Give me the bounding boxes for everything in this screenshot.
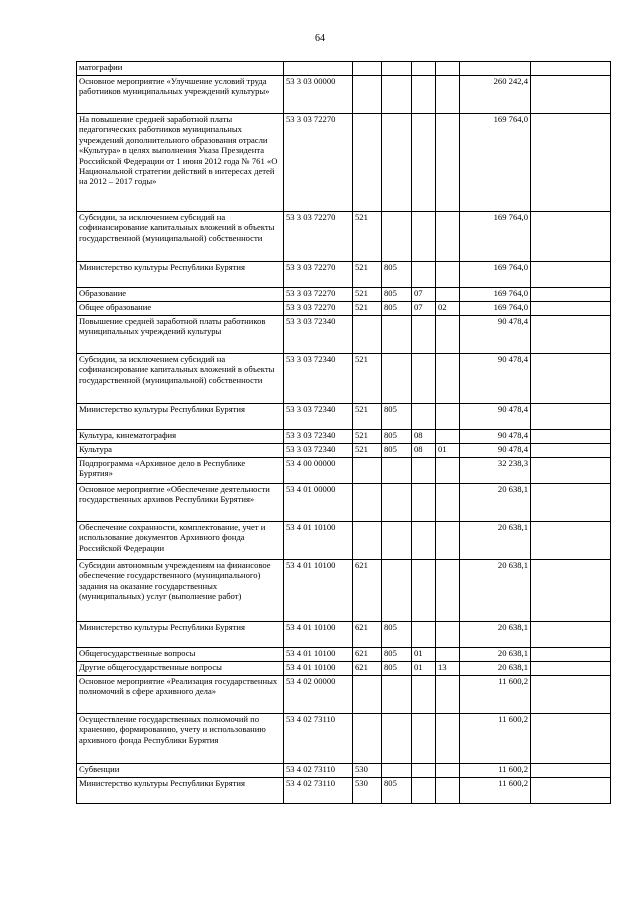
- section-cell: [412, 484, 436, 522]
- empty-cell: [531, 354, 611, 404]
- ministry-code-cell: [382, 764, 412, 778]
- item-name-cell: Осуществление государственных полномочий по хранению, формированию, учету и использованию архивного фонда Республики Бурятия: [77, 714, 284, 764]
- target-code-cell: 53 4 01 10100: [284, 648, 353, 662]
- ministry-code-cell: [382, 676, 412, 714]
- expense-type-cell: [353, 676, 382, 714]
- expense-type-cell: 521: [353, 354, 382, 404]
- table-row: [77, 764, 611, 778]
- ministry-code-cell: [382, 212, 412, 262]
- ministry-code-cell: 805: [382, 302, 412, 316]
- table-row: [77, 648, 611, 662]
- amount-cell: 20 638,1: [460, 484, 531, 522]
- ministry-code-cell: [382, 484, 412, 522]
- section-cell: [412, 676, 436, 714]
- empty-cell: [531, 560, 611, 622]
- target-code-cell: 53 4 02 73110: [284, 764, 353, 778]
- amount-cell: 11 600,2: [460, 764, 531, 778]
- target-code-cell: 53 4 01 00000: [284, 484, 353, 522]
- section-cell: [412, 212, 436, 262]
- ministry-code-cell: [382, 62, 412, 76]
- table-row: [77, 622, 611, 648]
- item-name-cell: Подпрограмма «Архивное дело в Республике Бурятия»: [77, 458, 284, 484]
- ministry-code-cell: [382, 114, 412, 212]
- subsection-cell: [436, 648, 460, 662]
- expense-type-cell: 521: [353, 288, 382, 302]
- amount-cell: 169 764,0: [460, 114, 531, 212]
- subsection-cell: [436, 354, 460, 404]
- subsection-cell: [436, 114, 460, 212]
- expense-type-cell: [353, 484, 382, 522]
- section-cell: [412, 262, 436, 288]
- subsection-cell: [436, 560, 460, 622]
- empty-cell: [531, 648, 611, 662]
- item-name-cell: Обеспечение сохранности, комплектование, учет и использование документов Архивного фонда Российской Федерации: [77, 522, 284, 560]
- target-code-cell: 53 4 01 10100: [284, 522, 353, 560]
- empty-cell: [531, 76, 611, 114]
- target-code-cell: 53 4 01 10100: [284, 560, 353, 622]
- ministry-code-cell: 805: [382, 404, 412, 430]
- section-cell: [412, 764, 436, 778]
- target-code-cell: 53 4 02 73110: [284, 714, 353, 764]
- amount-cell: 20 638,1: [460, 522, 531, 560]
- amount-cell: 260 242,4: [460, 76, 531, 114]
- expense-type-cell: 621: [353, 648, 382, 662]
- target-code-cell: 53 3 03 72340: [284, 404, 353, 430]
- section-cell: 08: [412, 444, 436, 458]
- section-cell: [412, 778, 436, 804]
- amount-cell: 20 638,1: [460, 560, 531, 622]
- table-row: [77, 778, 611, 804]
- table-row: [77, 662, 611, 676]
- item-name-cell: На повышение средней заработной платы педагогических работников муниципальных учреждений дополнительного образования отрасли «Культура» в целях выполнения Указа Президента Российской Федерации от 1 июня 2012 года № 761 «О Национальной стратегии действий в интересах детей на 2012 – 2017 годы»: [77, 114, 284, 212]
- amount-cell: 11 600,2: [460, 676, 531, 714]
- empty-cell: [531, 778, 611, 804]
- section-cell: 07: [412, 288, 436, 302]
- item-name-cell: Субсидии, за исключением субсидий на софинансирование капитальных вложений в объекты государственной (муниципальной) собственности: [77, 212, 284, 262]
- expense-type-cell: 621: [353, 560, 382, 622]
- expense-type-cell: 530: [353, 764, 382, 778]
- empty-cell: [531, 676, 611, 714]
- target-code-cell: 53 4 01 10100: [284, 662, 353, 676]
- item-name-cell: Основное мероприятие «Обеспечение деятельности государственных архивов Республики Бурятия»: [77, 484, 284, 522]
- item-name-cell: Повышение средней заработной платы работников муниципальных учреждений культуры: [77, 316, 284, 354]
- empty-cell: [531, 444, 611, 458]
- expense-type-cell: 521: [353, 212, 382, 262]
- ministry-code-cell: 805: [382, 778, 412, 804]
- empty-cell: [531, 714, 611, 764]
- subsection-cell: [436, 76, 460, 114]
- ministry-code-cell: 805: [382, 662, 412, 676]
- item-name-cell: Общее образование: [77, 302, 284, 316]
- target-code-cell: 53 3 03 72340: [284, 354, 353, 404]
- empty-cell: [531, 484, 611, 522]
- section-cell: [412, 114, 436, 212]
- amount-cell: 169 764,0: [460, 262, 531, 288]
- target-code-cell: 53 4 00 00000: [284, 458, 353, 484]
- table-row: [77, 354, 611, 404]
- subsection-cell: 01: [436, 444, 460, 458]
- table-row: [77, 560, 611, 622]
- subsection-cell: [436, 458, 460, 484]
- item-name-cell: Культура: [77, 444, 284, 458]
- subsection-cell: [436, 430, 460, 444]
- ministry-code-cell: 805: [382, 430, 412, 444]
- expense-type-cell: 530: [353, 778, 382, 804]
- empty-cell: [531, 430, 611, 444]
- budget-table: [76, 61, 611, 804]
- target-code-cell: 53 3 03 72270: [284, 302, 353, 316]
- ministry-code-cell: [382, 522, 412, 560]
- item-name-cell: Субсидии автономным учреждениям на финансовое обеспечение государственного (муниципального) задания на оказание государственных (муниципальных) услуг (выполнение работ): [77, 560, 284, 622]
- empty-cell: [531, 458, 611, 484]
- ministry-code-cell: 805: [382, 444, 412, 458]
- table-row: [77, 430, 611, 444]
- target-code-cell: 53 4 02 73110: [284, 778, 353, 804]
- target-code-cell: 53 3 03 72340: [284, 316, 353, 354]
- item-name-cell: Министерство культуры Республики Бурятия: [77, 622, 284, 648]
- section-cell: [412, 714, 436, 764]
- item-name-cell: Субсидии, за исключением субсидий на софинансирование капитальных вложений в объекты государственной (муниципальной) собственности: [77, 354, 284, 404]
- amount-cell: 90 478,4: [460, 444, 531, 458]
- empty-cell: [531, 522, 611, 560]
- subsection-cell: [436, 316, 460, 354]
- table-row: [77, 288, 611, 302]
- amount-cell: 90 478,4: [460, 354, 531, 404]
- empty-cell: [531, 262, 611, 288]
- item-name-cell: Общегосударственные вопросы: [77, 648, 284, 662]
- section-cell: 01: [412, 662, 436, 676]
- subsection-cell: [436, 764, 460, 778]
- subsection-cell: [436, 404, 460, 430]
- table-row: [77, 212, 611, 262]
- item-name-cell: Основное мероприятие «Улучшение условий труда работников муниципальных учреждений культуры»: [77, 76, 284, 114]
- expense-type-cell: 521: [353, 444, 382, 458]
- table-row: [77, 262, 611, 288]
- ministry-code-cell: [382, 76, 412, 114]
- target-code-cell: 53 4 02 00000: [284, 676, 353, 714]
- amount-cell: 90 478,4: [460, 404, 531, 430]
- table-row: [77, 484, 611, 522]
- amount-cell: [460, 62, 531, 76]
- expense-type-cell: [353, 458, 382, 484]
- ministry-code-cell: [382, 458, 412, 484]
- expense-type-cell: 521: [353, 430, 382, 444]
- ministry-code-cell: 805: [382, 288, 412, 302]
- target-code-cell: 53 3 03 72270: [284, 114, 353, 212]
- section-cell: [412, 316, 436, 354]
- ministry-code-cell: 805: [382, 262, 412, 288]
- expense-type-cell: [353, 522, 382, 560]
- empty-cell: [531, 404, 611, 430]
- ministry-code-cell: 805: [382, 648, 412, 662]
- subsection-cell: [436, 212, 460, 262]
- table-row: [77, 458, 611, 484]
- expense-type-cell: 521: [353, 302, 382, 316]
- section-cell: [412, 458, 436, 484]
- table-row: [77, 714, 611, 764]
- item-name-cell: Министерство культуры Республики Бурятия: [77, 404, 284, 430]
- item-name-cell: матографии: [77, 62, 284, 76]
- page-number: 64: [315, 33, 325, 44]
- empty-cell: [531, 212, 611, 262]
- ministry-code-cell: 805: [382, 622, 412, 648]
- amount-cell: 169 764,0: [460, 212, 531, 262]
- item-name-cell: Культура, кинематография: [77, 430, 284, 444]
- ministry-code-cell: [382, 354, 412, 404]
- section-cell: 08: [412, 430, 436, 444]
- section-cell: [412, 354, 436, 404]
- subsection-cell: 02: [436, 302, 460, 316]
- subsection-cell: [436, 522, 460, 560]
- expense-type-cell: 621: [353, 622, 382, 648]
- amount-cell: 169 764,0: [460, 288, 531, 302]
- subsection-cell: [436, 622, 460, 648]
- subsection-cell: [436, 778, 460, 804]
- empty-cell: [531, 764, 611, 778]
- table-row: [77, 62, 611, 76]
- target-code-cell: 53 3 03 72270: [284, 212, 353, 262]
- ministry-code-cell: [382, 316, 412, 354]
- expense-type-cell: [353, 114, 382, 212]
- table-row: [77, 114, 611, 212]
- target-code-cell: [284, 62, 353, 76]
- amount-cell: 32 238,3: [460, 458, 531, 484]
- expense-type-cell: 521: [353, 262, 382, 288]
- section-cell: [412, 622, 436, 648]
- item-name-cell: Образование: [77, 288, 284, 302]
- item-name-cell: Министерство культуры Республики Бурятия: [77, 778, 284, 804]
- subsection-cell: [436, 262, 460, 288]
- amount-cell: 90 478,4: [460, 430, 531, 444]
- amount-cell: 169 764,0: [460, 302, 531, 316]
- target-code-cell: 53 3 03 72340: [284, 430, 353, 444]
- amount-cell: 20 638,1: [460, 648, 531, 662]
- target-code-cell: 53 3 03 72340: [284, 444, 353, 458]
- item-name-cell: Основное мероприятие «Реализация государственных полномочий в сфере архивного дела»: [77, 676, 284, 714]
- subsection-cell: [436, 62, 460, 76]
- section-cell: [412, 404, 436, 430]
- section-cell: [412, 62, 436, 76]
- expense-type-cell: 521: [353, 404, 382, 430]
- item-name-cell: Министерство культуры Республики Бурятия: [77, 262, 284, 288]
- empty-cell: [531, 114, 611, 212]
- section-cell: 07: [412, 302, 436, 316]
- table-row: [77, 76, 611, 114]
- subsection-cell: 13: [436, 662, 460, 676]
- table-row: [77, 302, 611, 316]
- expense-type-cell: [353, 714, 382, 764]
- subsection-cell: [436, 288, 460, 302]
- item-name-cell: Субвенции: [77, 764, 284, 778]
- expense-type-cell: 621: [353, 662, 382, 676]
- empty-cell: [531, 316, 611, 354]
- target-code-cell: 53 4 01 10100: [284, 622, 353, 648]
- amount-cell: 20 638,1: [460, 662, 531, 676]
- table-row: [77, 676, 611, 714]
- amount-cell: 20 638,1: [460, 622, 531, 648]
- table-row: [77, 522, 611, 560]
- section-cell: [412, 560, 436, 622]
- item-name-cell: Другие общегосударственные вопросы: [77, 662, 284, 676]
- empty-cell: [531, 662, 611, 676]
- empty-cell: [531, 622, 611, 648]
- empty-cell: [531, 302, 611, 316]
- subsection-cell: [436, 676, 460, 714]
- target-code-cell: 53 3 03 72270: [284, 288, 353, 302]
- expense-type-cell: [353, 76, 382, 114]
- table-row: [77, 316, 611, 354]
- subsection-cell: [436, 714, 460, 764]
- target-code-cell: 53 3 03 00000: [284, 76, 353, 114]
- section-cell: [412, 522, 436, 560]
- section-cell: [412, 76, 436, 114]
- table-row: [77, 444, 611, 458]
- expense-type-cell: [353, 316, 382, 354]
- budget-table-body: [77, 62, 611, 804]
- expense-type-cell: [353, 62, 382, 76]
- empty-cell: [531, 288, 611, 302]
- subsection-cell: [436, 484, 460, 522]
- amount-cell: 11 600,2: [460, 778, 531, 804]
- target-code-cell: 53 3 03 72270: [284, 262, 353, 288]
- empty-cell: [531, 62, 611, 76]
- amount-cell: 90 478,4: [460, 316, 531, 354]
- amount-cell: 11 600,2: [460, 714, 531, 764]
- table-row: [77, 404, 611, 430]
- ministry-code-cell: [382, 714, 412, 764]
- section-cell: 01: [412, 648, 436, 662]
- ministry-code-cell: [382, 560, 412, 622]
